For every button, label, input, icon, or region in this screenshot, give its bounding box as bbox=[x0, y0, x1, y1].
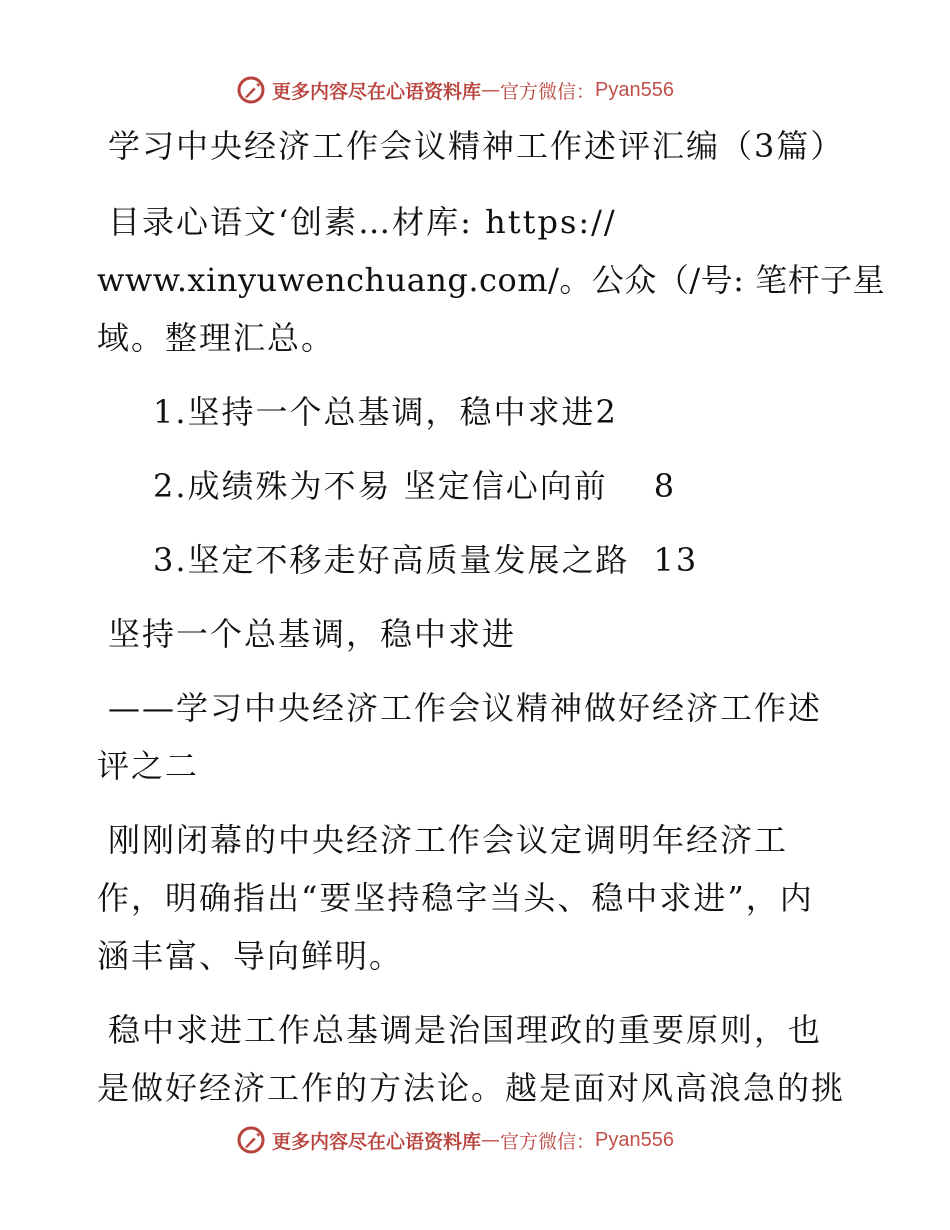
paragraph-2-line-2: 是做好经济工作的方法论。越是面对风高浪急的挑 bbox=[97, 1069, 846, 1107]
toc-entry-page: 2 bbox=[595, 393, 618, 431]
paragraph-2-line-1: 稳中求进工作总基调是治国理政的重要原则，也 bbox=[108, 1011, 823, 1049]
article-title: 坚持一个总基调，稳中求进 bbox=[108, 615, 517, 653]
toc-entry-page: 13 bbox=[653, 541, 699, 579]
toc-intro-line-3: 域。整理汇总。 bbox=[97, 319, 336, 357]
quill-logo-icon bbox=[236, 75, 266, 105]
article-subtitle-line-1: ——学习中央经济工作会议精神做好经济工作述 bbox=[108, 689, 823, 727]
watermark-wechat-label: 官方微信： bbox=[500, 1130, 596, 1153]
watermark-dash: — bbox=[481, 1129, 501, 1151]
toc-entry-label: 1.坚持一个总基调，稳中求进 bbox=[153, 393, 596, 431]
toc-entry-label: 3.坚定不移走好高质量发展之路 bbox=[153, 541, 630, 579]
article-subtitle-line-2: 评之二 bbox=[97, 747, 200, 785]
watermark-dash: — bbox=[481, 79, 501, 101]
toc-entry bbox=[153, 540, 698, 580]
watermark-text: 更多内容尽在心语资料库 bbox=[272, 1130, 482, 1153]
watermark-wechat-id: Pyan556 bbox=[595, 78, 674, 101]
toc-entry-label: 2.成绩殊为不易 坚定信心向前 bbox=[153, 467, 608, 505]
paragraph-1-line-1: 刚刚闭幕的中央经济工作会议定调明年经济工 bbox=[108, 821, 789, 859]
watermark-banner-top bbox=[236, 73, 674, 107]
watermark-wechat-label: 官方微信： bbox=[500, 80, 596, 103]
toc-entry bbox=[153, 466, 676, 506]
paragraph-1-line-3: 涵丰富、导向鲜明。 bbox=[97, 937, 404, 975]
toc-entry bbox=[153, 392, 618, 432]
quill-logo-icon bbox=[236, 1125, 266, 1155]
toc-intro-line-2: www.xinyuwenchuang.com/。公众（/号: 笔杆子星 bbox=[97, 261, 886, 299]
toc-intro-line-1: 目录心语文ʻ创素…材库: https:// bbox=[108, 203, 617, 241]
watermark-wechat-id: Pyan556 bbox=[595, 1128, 674, 1151]
watermark-banner-bottom bbox=[236, 1123, 674, 1157]
document-title: 学习中央经济工作会议精神工作述评汇编（3篇） bbox=[108, 127, 845, 165]
watermark-text: 更多内容尽在心语资料库 bbox=[272, 80, 482, 103]
paragraph-1-line-2: 作，明确指出“要坚持稳字当头、稳中求进”，内 bbox=[97, 879, 814, 917]
toc-entry-page: 8 bbox=[653, 467, 677, 505]
